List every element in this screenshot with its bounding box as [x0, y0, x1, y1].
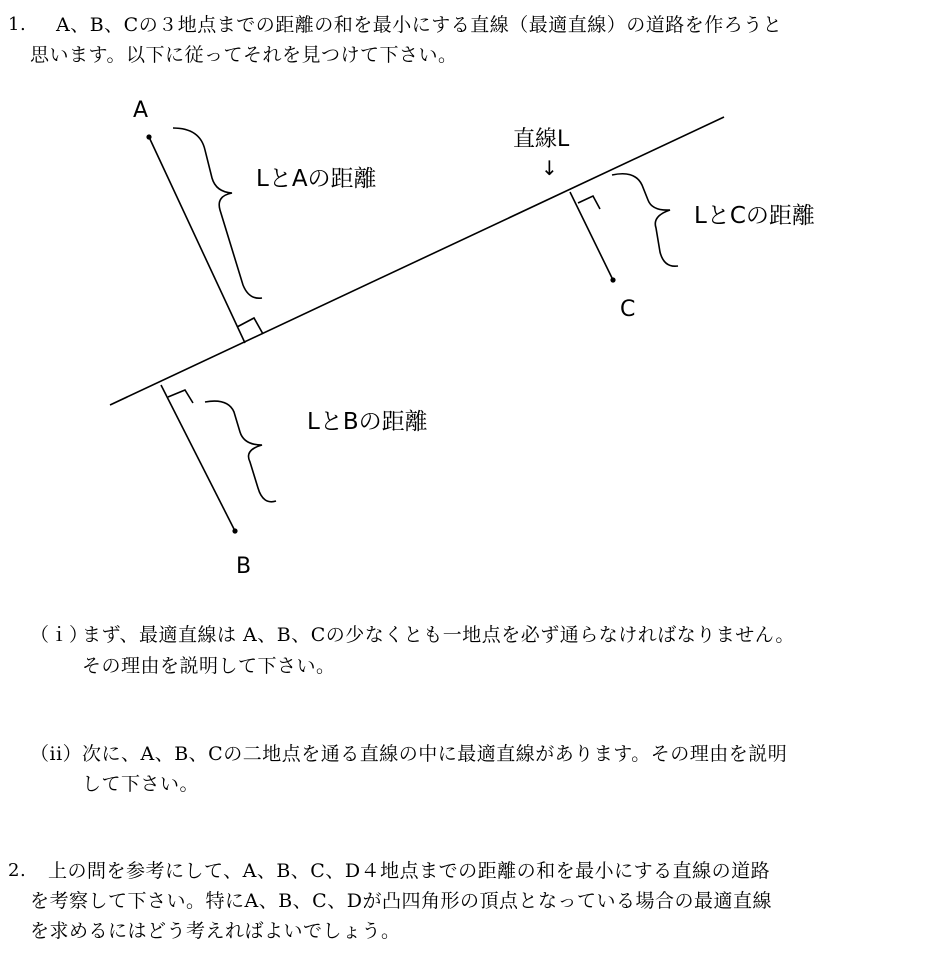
brace-a: [173, 128, 262, 298]
brace-b: [205, 401, 276, 502]
line-l-arrow: ↓: [541, 156, 558, 180]
sub-ii-line1: 次に、A、B、Cの二地点を通る直線の中に最適直線があります。その理由を説明: [82, 743, 788, 765]
sub-ii-line2: して下さい。: [82, 773, 200, 795]
problem1-line2: 思います。以下に従ってそれを見つけて下さい。: [30, 44, 458, 66]
perpendicular-b: [161, 385, 235, 531]
line-l-label: 直線L: [513, 127, 570, 152]
distance-c-label: LとCの距離: [694, 203, 815, 229]
sub-i-line2: その理由を説明して下さい。: [82, 655, 336, 677]
problem2-number: 2.: [8, 860, 27, 881]
right-angle-b: [168, 390, 193, 403]
distance-a-label: LとAの距離: [256, 166, 377, 192]
distance-b-label: LとBの距離: [307, 409, 428, 435]
point-c-label: C: [620, 297, 636, 322]
brace-c: [612, 174, 678, 266]
sub-i-line1: まず、最適直線は A、B、Cの少なくとも一地点を必ず通らなければなりません。: [82, 624, 795, 646]
point-b-dot: [232, 528, 237, 533]
point-c-dot: [610, 277, 615, 282]
perpendicular-a: [149, 137, 245, 343]
sub-i-marker: （ｉ）: [30, 624, 89, 646]
perpendicular-c: [570, 192, 613, 280]
problem1-number: 1.: [8, 14, 27, 35]
sub-ii-marker: （ii）: [30, 743, 83, 765]
problem2-line1: 上の問を参考にして、A、B、C、D４地点までの距離の和を最小にする直線の道路: [48, 860, 771, 882]
point-a-dot: [146, 134, 151, 139]
problem2-line3: を求めるにはどう考えればよいでしょう。: [30, 920, 401, 942]
point-a-label: A: [133, 98, 149, 123]
point-b-label: B: [236, 554, 252, 579]
line-l: [110, 117, 724, 405]
problem2-line2: を考察して下さい。特にA、B、C、Dが凸四角形の頂点となっている場合の最適直線: [30, 890, 772, 912]
problem1-line1: A、B、Cの３地点までの距離の和を最小にする直線（最適直線）の道路を作ろうと: [56, 14, 783, 36]
right-angle-c: [578, 196, 600, 209]
right-angle-a: [237, 318, 263, 334]
